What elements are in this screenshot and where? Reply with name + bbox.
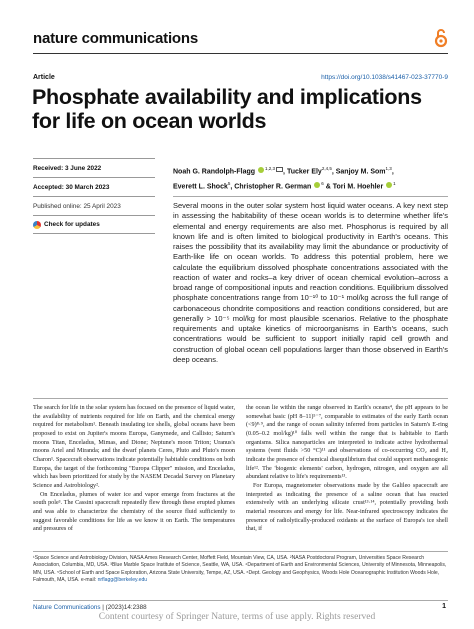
article-dates [33, 158, 155, 234]
affiliations-text: ¹Space Science and Astrobiology Division, NASA Ames Research Center, Moffett Field, Mountain View, CA, USA. ²NASA Postdoctoral Program, Universities Space Research Association, Columbia, MD, USA. ³Blue Marble Space Institute of Science, Seattle, WA, USA. ⁴Department of Earth and Environmental Sciences, University of Minnesota, Minneapolis, MN, USA. ⁵School of Earth and Space Exploration, Arizona State University, Tempe, AZ, USA. ⁶Dept. Geology and Geophysics, Woods Hole Oceanographic Institution Woods Hole, Falmouth, MA, USA. [33, 555, 447, 584]
author-affiliation: 1,3 [385, 166, 392, 171]
author-name[interactable]: Tori M. Hoehler [332, 183, 384, 191]
body-paragraph: the ocean lie within the range observed in Earth's oceans⁴, the pH appears to be somewhat basic (pH 8–11)⁵⁻⁷, comparable to estimates of the early Earth ocean (<9)⁸·⁹, and the range of ocean salinity inferred from particles in Saturn's E-ring (0.05–0.2 mol/kg)¹⁰ falls well within the range that is habitable to Earth organisms. Silica nanoparticles are interpreted to indicate active hydrothermal systems (vent fluids >50 °C)¹¹ and observations of co-occurring CO₂ and H₂ indicate the presence of chemical disequilibrium that could support methanogenic life¹². The 'biogenic elements' carbon, hydrogen, nitrogen, and oxygen are all abundant relative to life's requirements¹³. [246, 405, 448, 481]
footer-journal-link[interactable]: Nature Communications [33, 604, 101, 611]
body-column-right [246, 404, 448, 534]
author-affiliation: 1,2,3 [265, 166, 276, 171]
author-affiliation: 1 [393, 180, 396, 186]
email-icon[interactable] [276, 167, 283, 172]
author-name[interactable]: Sanjoy M. Som [335, 168, 386, 176]
author-list [173, 163, 448, 193]
author-name[interactable]: Tucker Ely [286, 168, 322, 176]
orcid-icon[interactable] [386, 182, 392, 188]
author-affiliation: 5 [227, 180, 231, 186]
footer-volume: | (2023)14:2388 [102, 604, 147, 611]
author-affiliation: 6 [321, 180, 324, 186]
separator: & [325, 183, 331, 191]
header-divider [33, 53, 448, 54]
open-access-icon[interactable] [434, 28, 448, 48]
orcid-icon[interactable] [314, 182, 320, 188]
body-paragraph: For Europa, magnetometer observations made by the Galileo spacecraft are interpreted as indicating the presence of a saline ocean that has reacted extensively with an underlying silicate crust¹³·¹⁴, potentially providing both material resources and energy for life. Near-infrared spectroscopy indicates the presence of radiolytically-produced oxidants at the surface of Europa's ice shell that, if [246, 482, 448, 533]
email-label: e-mail: [80, 577, 97, 584]
footer-divider [33, 600, 448, 601]
received-date: Received: 3 June 2022 [33, 158, 155, 177]
footnote-divider [33, 551, 448, 552]
separator: , [230, 183, 233, 191]
accepted-date: Accepted: 30 March 2023 [33, 177, 155, 196]
abstract-divider [33, 398, 448, 399]
doi-link[interactable]: https://doi.org/10.1038/s41467-023-37770-9 [321, 74, 448, 81]
separator: , [391, 168, 394, 176]
body-paragraph: The search for life in the solar system has focused on the presence of liquid water, the availability of nutrients required for life on Earth, and the chemical energy required for metabolism¹. Beneath insulating ice shells, global oceans have been proposed to exist on Jupiter's moons Europa, Ganymede, and Callisto; Saturn's moons Titan, Enceladus, Mimas, and Dione; Neptune's moon Triton; Uranus's moons Ariel and Miranda; and the dwarf planets Ceres, Pluto and Pluto's moon Charon¹. Spacecraft observations indicate potentially habitable conditions on both Europa, the target of the forthcoming "Europa Clipper" mission, and Enceladus, which has been prioritized for study by the NASEM Decadal Survey on Planetary Science and Astrobiology². [33, 405, 235, 489]
published-date: Published online: 25 April 2023 [33, 196, 155, 215]
author-name[interactable]: Christopher R. German [234, 183, 312, 191]
article-type: Article [33, 74, 55, 81]
article-title: Phosphate availability and implications for life on ocean worlds [32, 85, 422, 133]
authors-divider [173, 196, 448, 197]
journal-name: nature communications [33, 30, 198, 47]
corresponding-email-link[interactable]: nrflagg@berkeley.edu [97, 577, 148, 584]
affiliations-footnote [33, 555, 451, 585]
author-name[interactable]: Everett L. Shock [173, 183, 228, 191]
footer-citation [33, 604, 147, 611]
page-number: 1 [442, 603, 446, 610]
courtesy-watermark: Content courtesy of Springer Nature, terms of use apply. Rights reserved [98, 612, 376, 622]
check-updates-icon [33, 221, 41, 229]
separator: , [283, 168, 285, 176]
author-affiliation: 2,4,5 [321, 166, 332, 171]
check-updates-button[interactable] [33, 215, 155, 234]
author-name[interactable]: Noah G. Randolph-Flagg [173, 168, 256, 176]
body-column-left [33, 404, 235, 534]
body-paragraph: On Enceladus, plumes of water ice and vapor emerge from fractures at the south pole³. The Cassini spacecraft repeatedly flew through these erupted plumes and was able to characterize the chemistry of the source fluid sufficiently to suggest favorable conditions for life as we know it on Earth. The temperatures and pressures of [33, 491, 235, 533]
check-updates-label: Check for updates [44, 221, 100, 228]
orcid-icon[interactable] [258, 167, 264, 173]
abstract: Several moons in the outer solar system host liquid water oceans. A key next step in assessing the habitability of these ocean worlds is to determine whether life's elemental and energy requirements are also met. Phosphorus is required by all known life and is often limited to biological productivity in Earth's oceans. This raises the possibility that its availability may limit the abundance or productivity of Earth-like life on ocean worlds. To address this potential problem, here we calculate the equilibrium dissolved phosphate concentrations associated with the reaction of water and rocks–a key driver of ocean chemical evolution–across a broad range of compositional inputs and reaction conditions. Equilibrium dissolved phosphate concentrations range from 10⁻¹⁰ to 10⁻¹ mol/kg across the full range of carbonaceous chondrite compositions and reaction conditions considered, but are generally > 10⁻⁵ mol/kg for most plausible scenarios. Relative to the phosphate requirements and uptake kinetics of microorganisms in Earth's oceans, such concentrations would be sufficient to support initially rapid cell growth and construction of global ocean cell populations larger than those observed in Earth's deep oceans. [173, 201, 448, 364]
separator: , [331, 168, 334, 176]
journal-header [33, 28, 448, 50]
